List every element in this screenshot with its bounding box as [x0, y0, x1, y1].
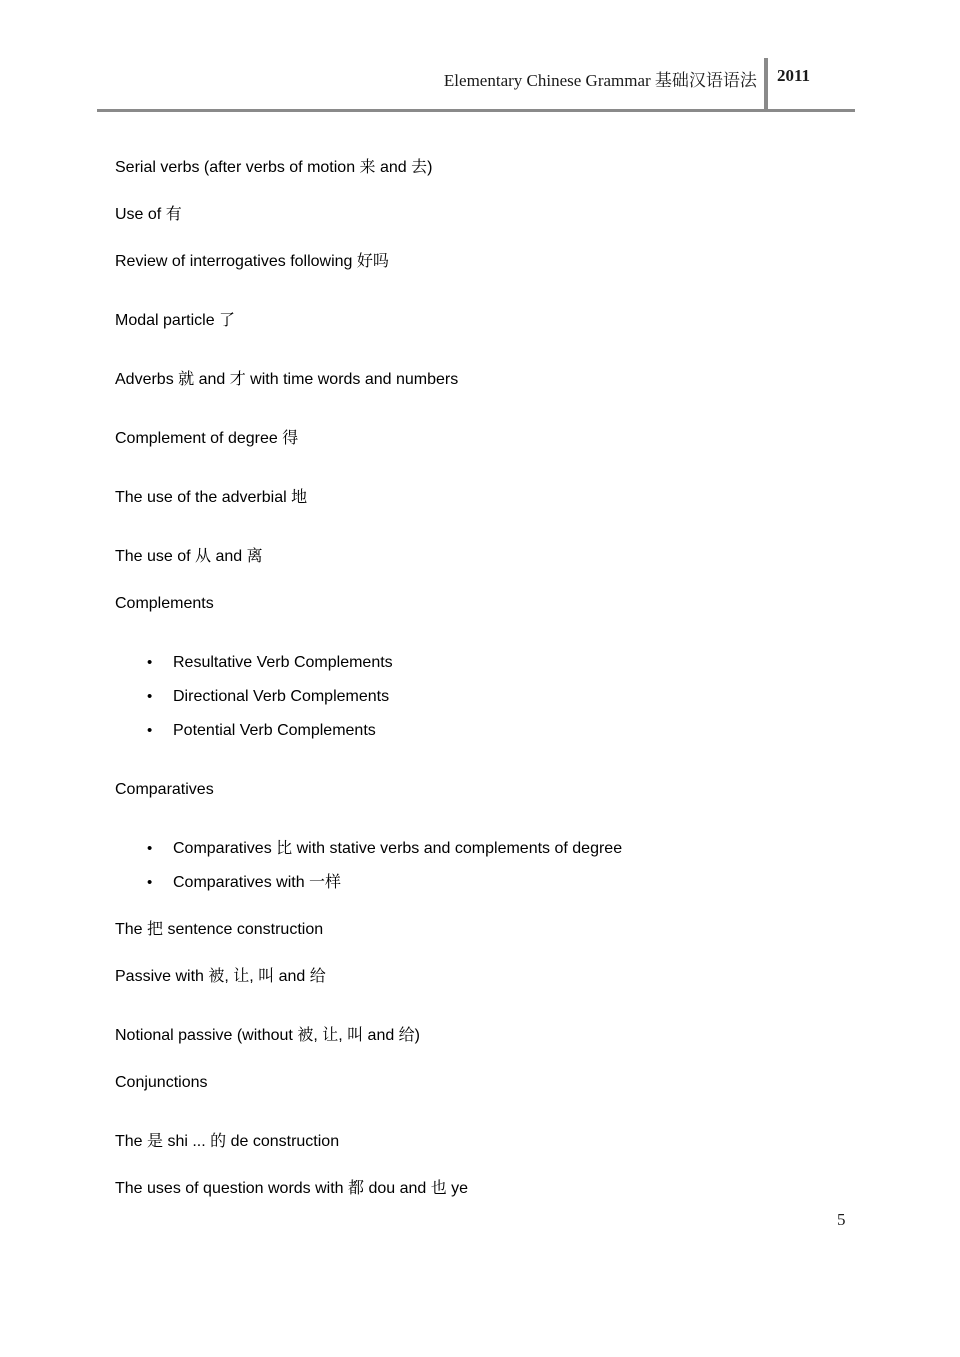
toc-item-text: Comparatives 比 with stative verbs and complements of degree	[173, 840, 623, 857]
bullet-icon: •	[147, 874, 153, 891]
bullet-icon: •	[147, 688, 153, 705]
toc-item	[115, 1178, 900, 1199]
toc-bullet-item	[115, 720, 900, 741]
toc-item-text: Notional passive (without 被, 让, 叫 and 给)	[115, 1027, 421, 1044]
toc-item-text: Use of 有	[115, 206, 182, 223]
toc-item	[115, 1025, 900, 1046]
page-header	[97, 58, 855, 112]
toc-item-text: The use of the adverbial 地	[115, 489, 308, 506]
toc-bullet-item	[115, 652, 900, 673]
header-year: 2011	[776, 66, 810, 85]
toc-item	[115, 369, 900, 390]
bullet-icon: •	[147, 722, 153, 739]
toc-item-text: Complements	[115, 595, 214, 612]
header-title: Elementary Chinese Grammar 基础汉语语法	[443, 71, 757, 90]
toc-item-text: Passive with 被, 让, 叫 and 给	[115, 968, 326, 985]
toc-item-text: Serial verbs (after verbs of motion 来 and 去)	[115, 159, 433, 176]
toc-item	[115, 428, 900, 449]
toc-item-text: Resultative Verb Complements	[173, 654, 393, 671]
toc-item	[115, 779, 900, 800]
header-divider	[764, 58, 768, 112]
toc-bullet-item	[115, 872, 900, 893]
toc-item-text: Directional Verb Complements	[173, 688, 390, 705]
toc-item-text: Comparatives	[115, 781, 214, 798]
toc-item-text: Potential Verb Complements	[173, 722, 376, 739]
toc-item	[115, 487, 900, 508]
toc-item-text: Adverbs 就 and 才 with time words and numbers	[115, 371, 459, 388]
toc-item	[115, 1131, 900, 1152]
bullet-icon: •	[147, 840, 153, 857]
toc-item	[115, 593, 900, 614]
toc-bullet-item	[115, 686, 900, 707]
toc-item	[115, 1072, 900, 1093]
page-number: 5	[837, 1210, 846, 1229]
toc-item-text: Modal particle 了	[115, 312, 236, 329]
toc-item-text: The use of 从 and 离	[115, 548, 263, 565]
toc-item-text: The 把 sentence construction	[115, 921, 324, 938]
toc-item	[115, 546, 900, 567]
toc-item-text: Review of interrogatives following 好吗	[115, 253, 389, 270]
bullet-icon: •	[147, 654, 153, 671]
toc-item	[115, 966, 900, 987]
toc-item	[115, 919, 900, 940]
toc-item	[115, 157, 900, 178]
toc-item-text: The uses of question words with 都 dou and 也 ye	[115, 1180, 469, 1197]
toc-item	[115, 204, 900, 225]
toc-item-text: The 是 shi ... 的 de construction	[115, 1133, 340, 1150]
toc-item-text: Conjunctions	[115, 1074, 208, 1091]
toc-list	[115, 112, 900, 1199]
toc-item	[115, 251, 900, 272]
toc-item-text: Comparatives with 一样	[173, 874, 342, 891]
toc-bullet-item	[115, 838, 900, 859]
toc-item	[115, 310, 900, 331]
toc-item-text: Complement of degree 得	[115, 430, 299, 447]
